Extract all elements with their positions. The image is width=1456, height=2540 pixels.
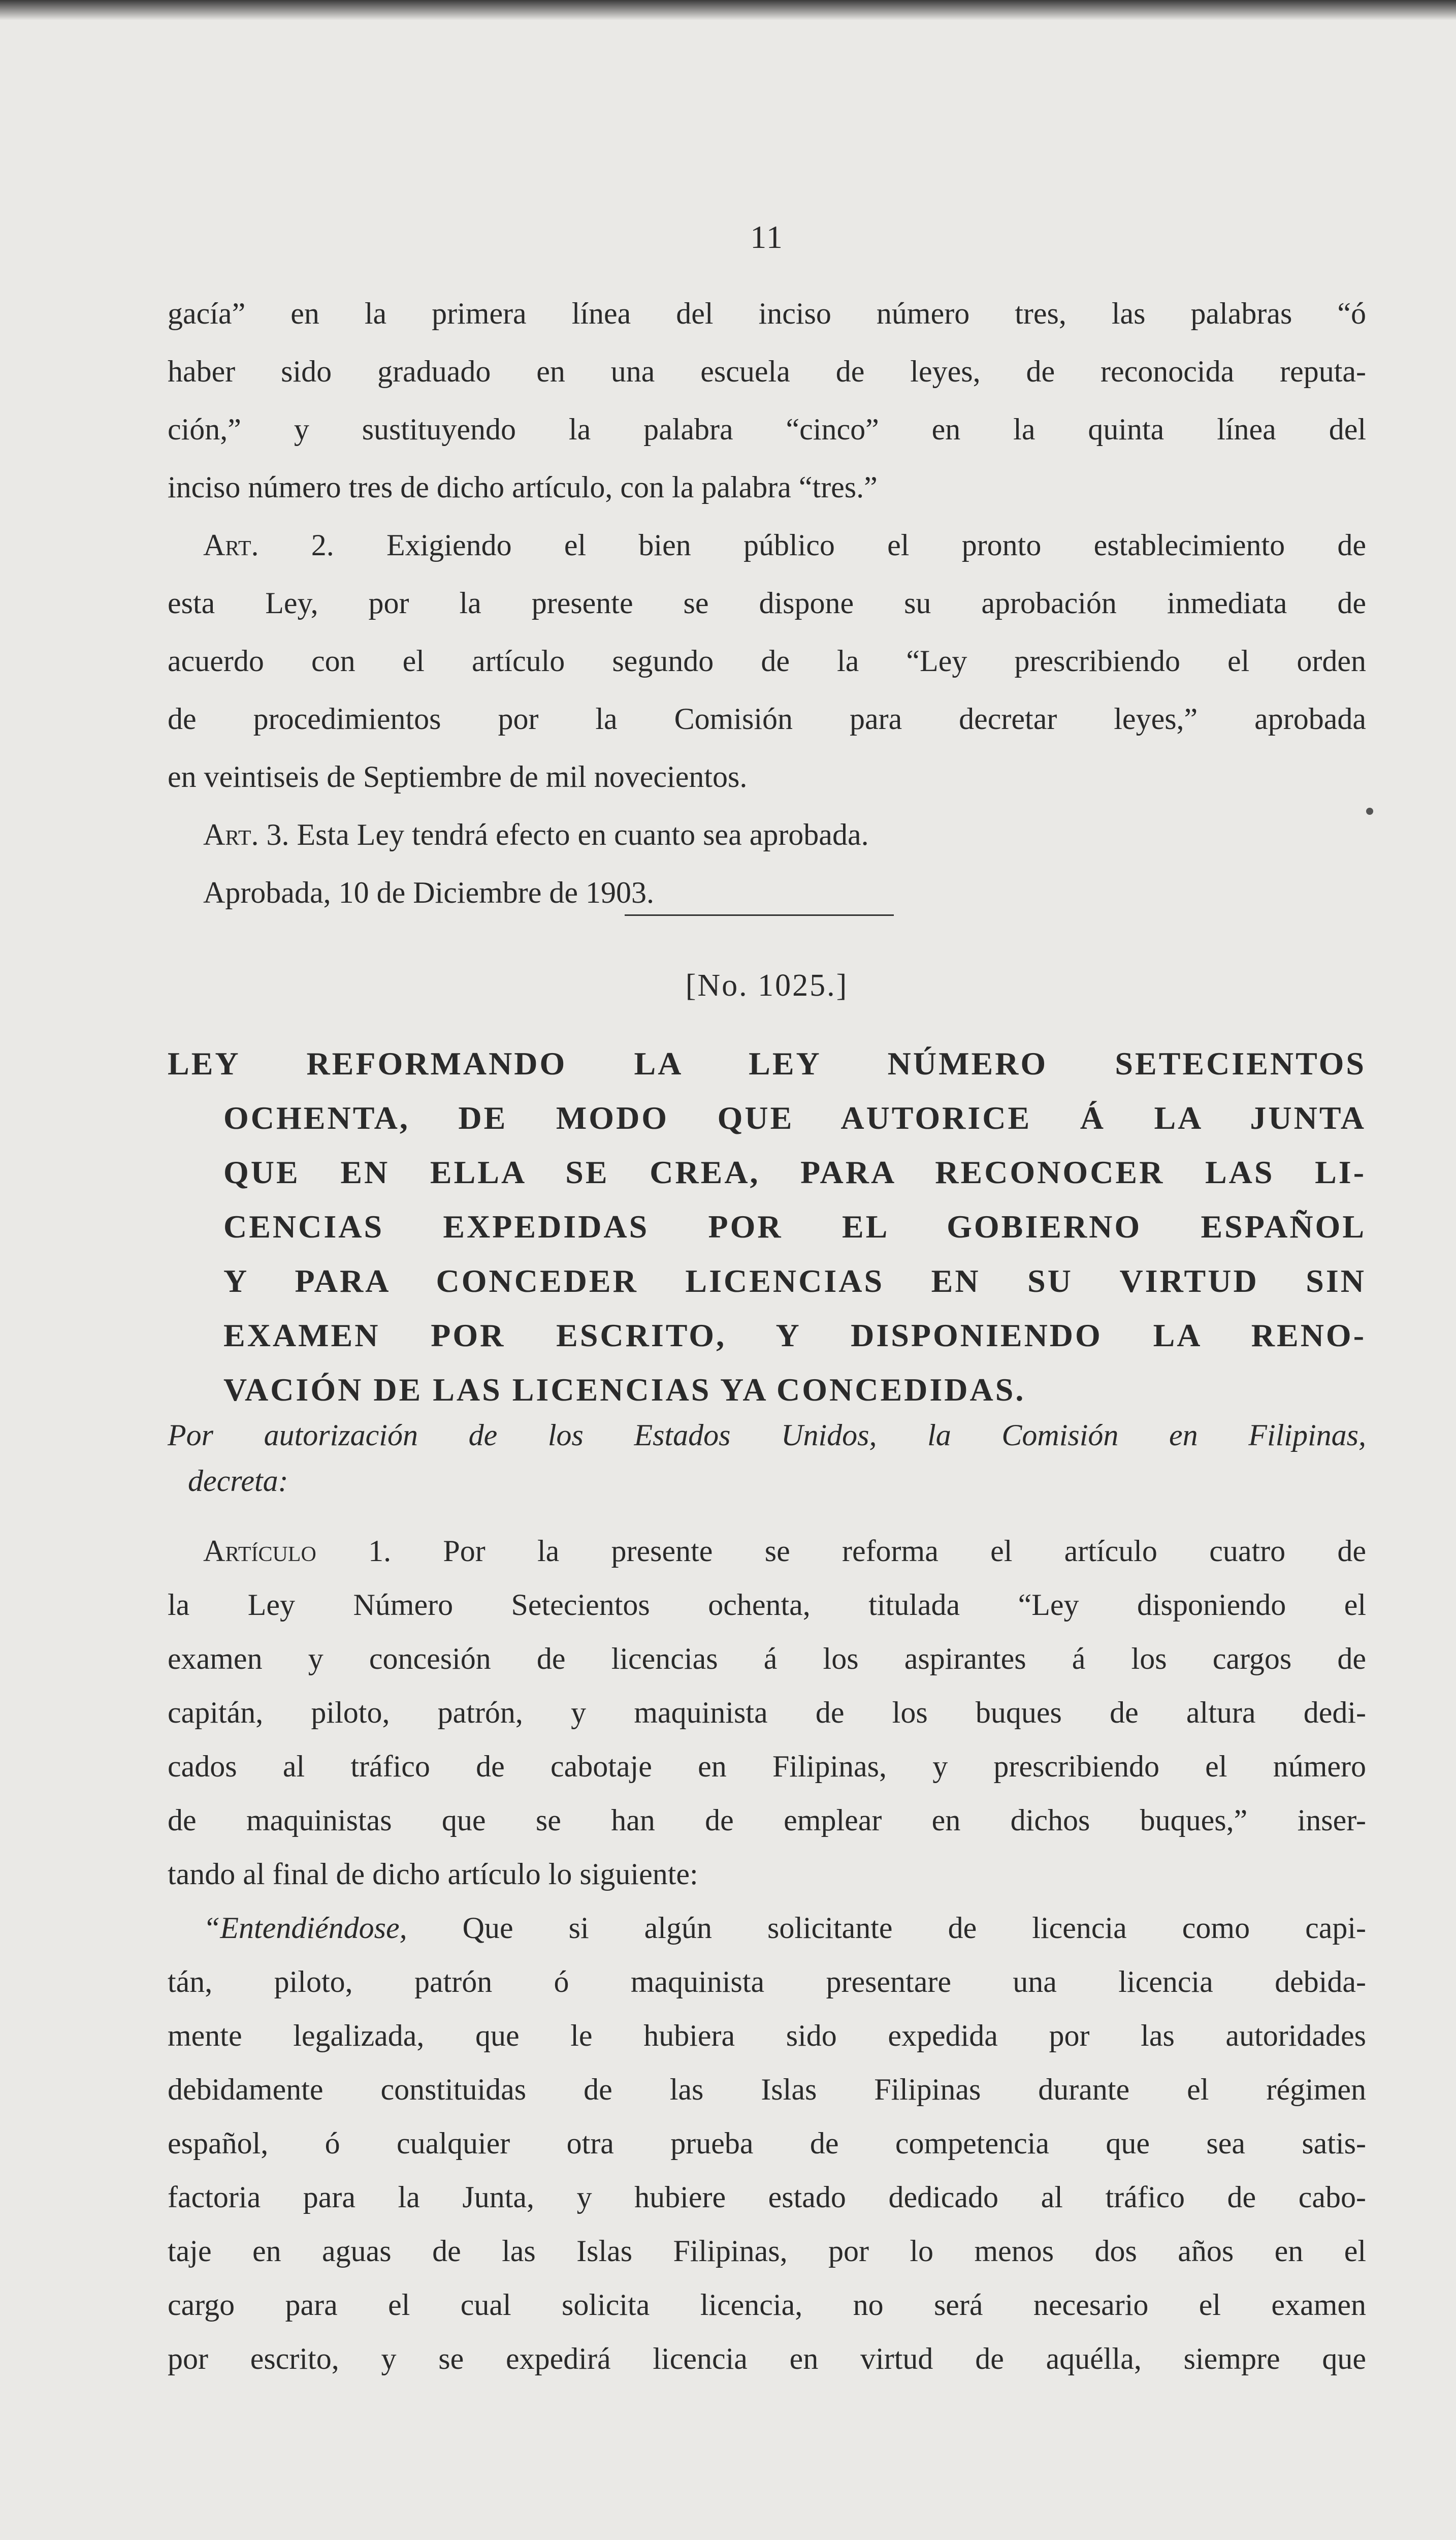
text-line: haber sido graduado en una escuela de leyes, de reconocida reputa- bbox=[168, 355, 1366, 388]
title-line: OCHENTA, DE MODO QUE AUTORICE Á LA JUNTA bbox=[223, 1100, 1366, 1136]
article-1-label: Artículo 1. bbox=[203, 1534, 392, 1568]
text-line: acuerdo con el artículo segundo de la “Ley prescribiendo el orden bbox=[168, 644, 1366, 678]
continued-paragraph bbox=[168, 284, 1366, 516]
title-line: VACIÓN DE LAS LICENCIAS YA CONCEDIDAS. bbox=[223, 1372, 1026, 1408]
text-line: mente legalizada, que le hubiera sido expedida por las autoridades bbox=[168, 2019, 1366, 2052]
text-line: examen y concesión de licencias á los aspirantes á los cargos de bbox=[168, 1642, 1366, 1675]
text-line: de procedimientos por la Comisión para decretar leyes,” aprobada bbox=[168, 702, 1366, 736]
text-line: en veintiseis de Septiembre de mil novecientos. bbox=[168, 760, 748, 793]
text-line: Por la presente se reforma el artículo cuatro de bbox=[443, 1534, 1367, 1568]
text-line: la Ley Número Setecientos ochenta, titulada “Ley disponiendo el bbox=[168, 1588, 1366, 1622]
law-title bbox=[168, 1036, 1366, 1417]
article-3-line bbox=[168, 806, 1366, 864]
text-line: cargo para el cual solicita licencia, no será necesario el examen bbox=[168, 2288, 1366, 2322]
text-line: capitán, piloto, patrón, y maquinista de los buques de altura dedi- bbox=[168, 1696, 1366, 1729]
enacting-clause bbox=[168, 1412, 1366, 1504]
document-page bbox=[168, 0, 1366, 2540]
title-line: LEY REFORMANDO LA LEY NÚMERO SETECIENTOS bbox=[168, 1045, 1366, 1082]
text-line: ción,” y sustituyendo la palabra “cinco” en la quinta línea del bbox=[168, 412, 1366, 446]
text-line: factoria para la Junta, y hubiere estado dedicado al tráfico de cabo- bbox=[168, 2180, 1366, 2214]
title-line: CENCIAS EXPEDIDAS POR EL GOBIERNO ESPAÑOL bbox=[223, 1209, 1366, 1245]
text-line: cados al tráfico de cabotaje en Filipinas, y prescribiendo el número bbox=[168, 1750, 1366, 1783]
enacting-line: decreta: bbox=[188, 1464, 288, 1498]
article-1 bbox=[168, 1524, 1366, 2386]
article-3-text: Esta Ley tendrá efecto en cuanto sea aprobada. bbox=[297, 818, 869, 851]
page-number: 11 bbox=[750, 219, 784, 255]
text-line: debidamente constituidas de las Islas Filipinas durante el régimen bbox=[168, 2073, 1366, 2106]
article-2-label: Art. 2. bbox=[203, 528, 334, 562]
section-divider bbox=[625, 914, 894, 916]
law-number: [No. 1025.] bbox=[685, 968, 849, 1003]
text-line: Exigiendo el bien público el pronto establecimiento de bbox=[386, 528, 1366, 562]
text-line: español, ó cualquier otra prueba de competencia que sea satis- bbox=[168, 2126, 1366, 2160]
article-3-label: Art. 3. bbox=[203, 818, 289, 851]
title-line: Y PARA CONCEDER LICENCIAS EN SU VIRTUD SIN bbox=[223, 1263, 1366, 1299]
text-line: Que si algún solicitante de licencia como capi- bbox=[462, 1911, 1367, 1945]
enacting-line: Por autorización de los Estados Unidos, la Comisión en Filipinas, bbox=[168, 1418, 1366, 1452]
quote-lead: “Entendiéndose, bbox=[203, 1911, 407, 1945]
text-line: gacía” en la primera línea del inciso número tres, las palabras “ó bbox=[168, 297, 1366, 330]
text-line: inciso número tres de dicho artículo, con la palabra “tres.” bbox=[168, 470, 878, 504]
text-line: de maquinistas que se han de emplear en dichos buques,” inser- bbox=[168, 1803, 1366, 1837]
text-line: tán, piloto, patrón ó maquinista presentare una licencia debida- bbox=[168, 1965, 1366, 1998]
text-line: tando al final de dicho artículo lo siguiente: bbox=[168, 1857, 698, 1891]
article-2 bbox=[168, 516, 1366, 806]
approval-date: Aprobada, 10 de Diciembre de 1903. bbox=[203, 876, 655, 909]
article-1-first-line bbox=[168, 1524, 1366, 1578]
text-line: esta Ley, por la presente se dispone su aprobación inmediata de bbox=[168, 586, 1366, 620]
article-3 bbox=[168, 806, 1366, 922]
title-line: EXAMEN POR ESCRITO, Y DISPONIENDO LA RENO- bbox=[223, 1317, 1366, 1353]
text-line: por escrito, y se expedirá licencia en virtud de aquélla, siempre que bbox=[168, 2342, 1366, 2375]
article-2-first-line bbox=[168, 516, 1366, 574]
ink-speck bbox=[1366, 808, 1373, 815]
text-line: taje en aguas de las Islas Filipinas, por lo menos dos años en el bbox=[168, 2234, 1366, 2268]
title-line: QUE EN ELLA SE CREA, PARA RECONOCER LAS LI- bbox=[223, 1154, 1366, 1190]
quote-first-line bbox=[168, 1901, 1366, 1955]
